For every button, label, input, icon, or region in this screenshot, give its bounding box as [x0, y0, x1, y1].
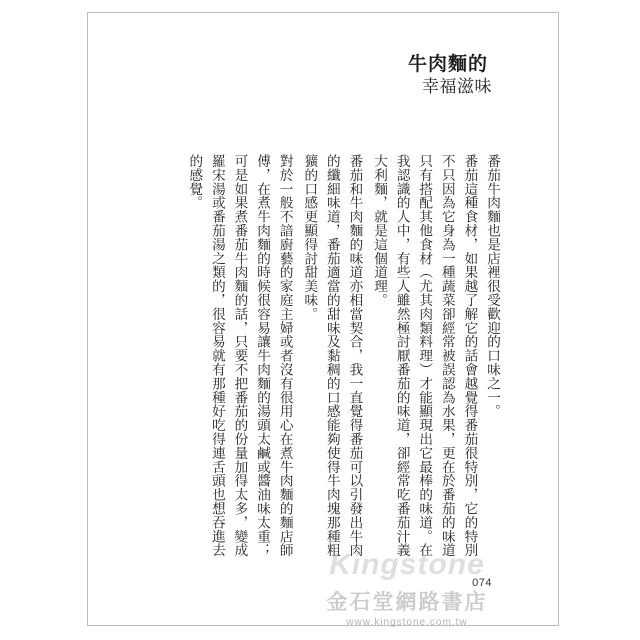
- watermark-url: www.kingstone.com.tw: [346, 617, 468, 628]
- paragraph-1: 番茄牛肉麵也是店裡很受歡迎的口味之一。: [484, 154, 500, 419]
- chapter-title: [407, 53, 492, 98]
- watermark-logo: Kingstone: [329, 548, 485, 581]
- watermark-store-name: 金石堂網路書店: [326, 589, 488, 614]
- book-page: [87, 12, 559, 626]
- page-number: 074: [472, 577, 492, 589]
- vertical-body-text: [181, 141, 503, 561]
- chapter-title-line-1: 牛肉麵的: [407, 53, 488, 75]
- chapter-title-line-2: 幸福滋味: [422, 76, 492, 97]
- paragraph-2: 番茄這種食材，如果越了解它的話會越覺得番茄很特別，它的特別不只因為它身為一種蔬菜卻經常被誤認為水果，更在於番茄的味道只有搭配其他食材（尤其肉類料理）才能顯現出它最棒的味道。在我認識的人中，有些人雖然極討厭番茄的味道，卻經常吃番茄汁義大利麵，就是這個道理。: [371, 154, 478, 558]
- paragraph-4: 對於一般不諳廚藝的家庭主婦或者沒有很用心在煮牛肉麵的麵店師傅，在煮牛肉麵的時候很容易讓牛肉麵的湯頭太鹹或醬油味太重；可是如果煮番茄牛肉麵的話，只要不把番茄的份量加得太多，變成羅宋湯或番茄湯之類的，很容易就有那種好吃得連舌頭也想吞進去的感覺。: [186, 154, 293, 558]
- paragraph-3: 番茄和牛肉麵的味道亦相當契合，我一直覺得番茄可以引發出牛肉的纖細味道，番茄適當的甜味及黏稠的口感能夠使得牛肉塊那種粗獷的口感更顯得討甜美味。: [301, 154, 363, 558]
